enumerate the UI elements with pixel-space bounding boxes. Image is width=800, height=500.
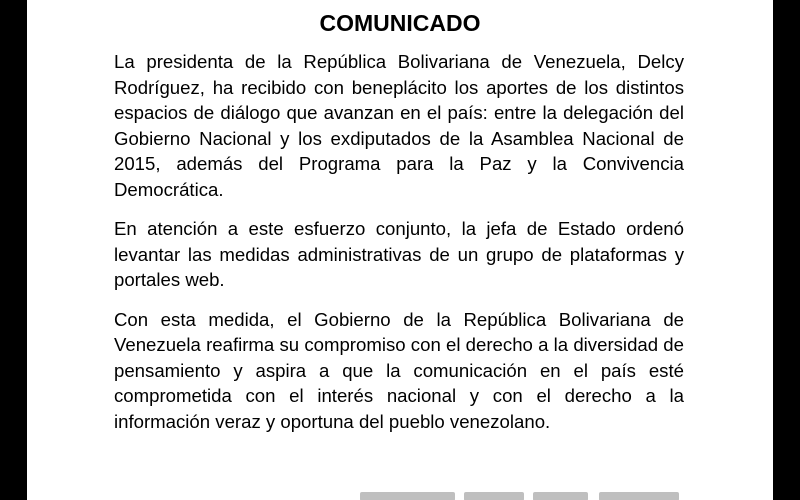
cut-off-text-line (464, 492, 524, 500)
document-body (114, 49, 684, 448)
paragraph-2: En atención a este esfuerzo conjunto, la jefa de Estado ordenó levantar las medidas administrativas de un grupo de plataformas y portales web. (114, 218, 684, 290)
cut-off-text-line (533, 492, 588, 500)
cut-off-text-line (599, 492, 679, 500)
document-page (27, 0, 773, 500)
paragraph-3: Con esta medida, el Gobierno de la República Bolivariana de Venezuela reafirma su compromiso con el derecho a la diversidad de pensamiento y aspira a que la comunicación en el país esté comprometida con el interés nacional y con el derecho a la información veraz y oportuna del pueblo venezolano. (114, 308, 684, 432)
paragraph-1: La presidenta de la República Bolivariana de Venezuela, Delcy Rodríguez, ha recibido con beneplácito los aportes de los distintos espacios de diálogo que avanzan en el país: entre la delegación del Gobierno Nacional y los exdiputados de la Asamblea Nacional de 2015, además del Programa para la Paz y la Convivencia Democrática. (114, 51, 684, 200)
cut-off-text-line (360, 492, 455, 500)
document-title: COMUNICADO (319, 10, 481, 36)
